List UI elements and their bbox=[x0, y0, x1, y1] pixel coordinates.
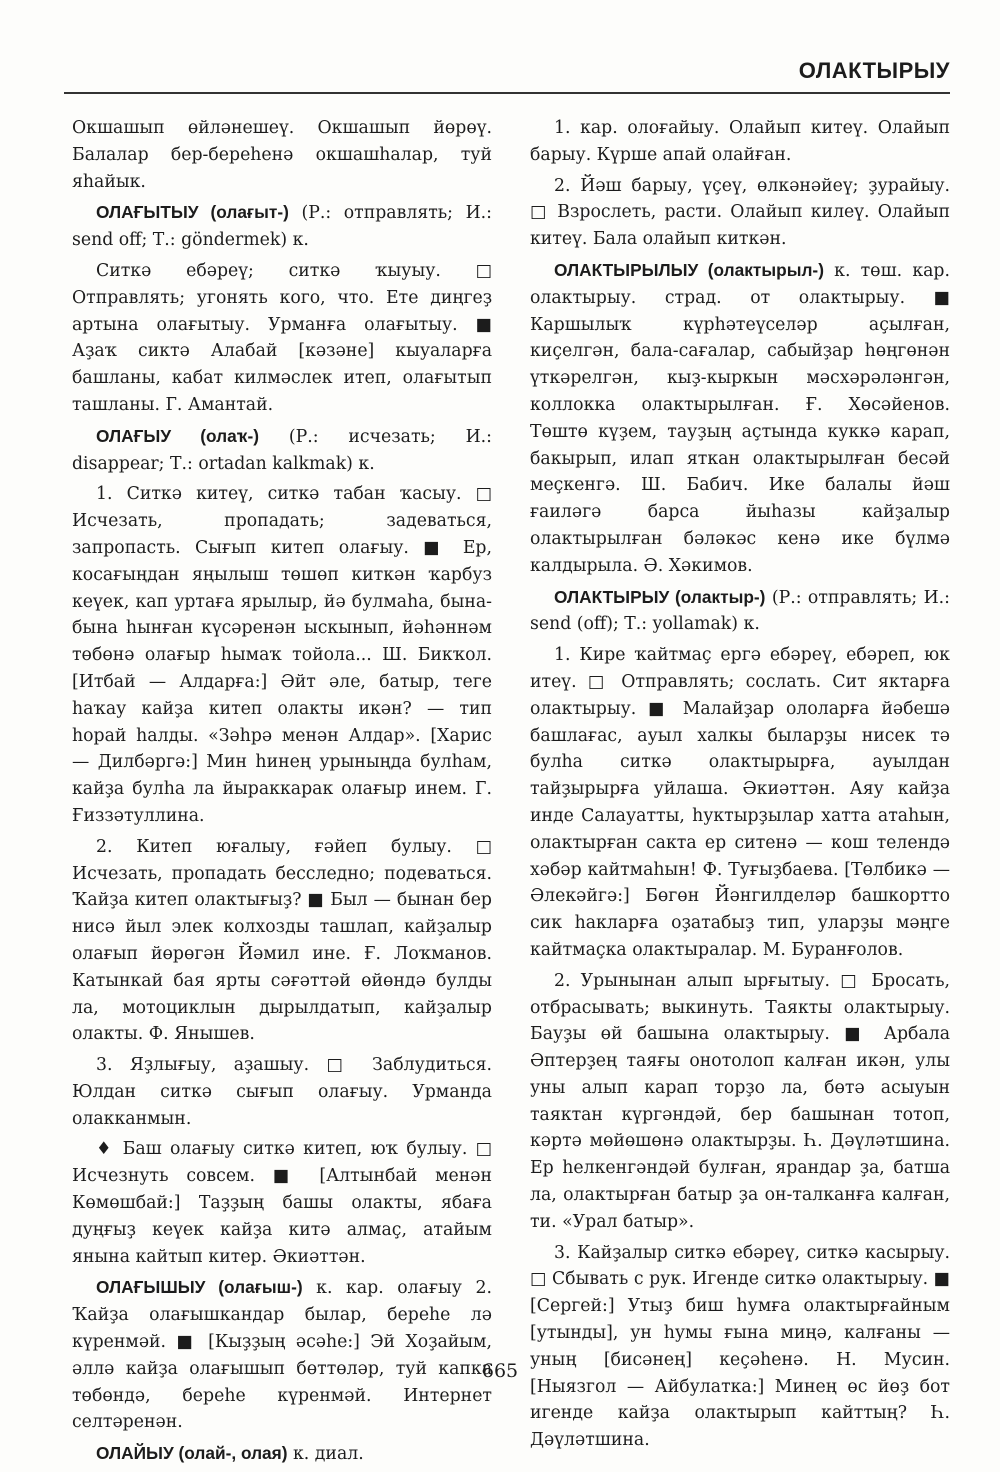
page-number: 665 bbox=[481, 1360, 519, 1382]
entry-gloss: (Р.: отправлять; И.: send off; Т.: göndermek) к. bbox=[72, 203, 492, 251]
entry-gloss: (Р.: отправлять; И.: send (off); Т.: yollamak) к. bbox=[530, 587, 950, 635]
headword: ОЛАҒЫТЫУ (олағыт-) bbox=[96, 202, 289, 223]
idiom-paragraph: ♦ Баш олағыу ситкә китеп, юҡ булыу. □ Исчезнуть совсем. ■ [Алтынбай менән Көмөшбай:] Таҙҙың башы олакты, ябаға дуңғыҙ кеүек кайҙа китә алмаҫ, атайым янына кайтып китер. Әкиәттән. bbox=[72, 1139, 492, 1267]
sense-paragraph: 1. Кире ҡайтмаҫ ергә ебәреү, ебәреп, юк итеү. □ Отправлять; сослать. Сит яктарға олактырыу. ■ Малайҙар ололарға йәбешә башлағас, ауыл халкы быларҙы нисек тә булһа ситкә олактырырға, ауылдан тайҙырырға уйлаша. Әкиәттән. Аяу кайҙа инде Салауатты, һуктырҙылар хатта атаһын, олактырған сакта ер ситенә — кош телендә хәбәр кайтмаһын! Ф. Туғыҙбаева. [Төлбикә — Әлекәйгә:] Бөгөн Йәнгилделәр башкортто сик һакларға оҙатабыҙ тип, уларҙы мәңге кайтмаҫка олактыралар. М. Буранғолов. bbox=[530, 645, 950, 960]
sense-paragraph: 2. Урынынан алып ырғытыу. □ Бросать, отбрасывать; выкинуть. Таякты олактырыу. Бауҙы өй башына олактырыу. ■ Арбала Әптерҙең таяғы онотолоп калған икән, улы уны алып карап торҙо ла, бөтә асыуын таяктан күргәндәй, бер башынан тотоп, кәртә мөйөшөнә олактырҙы. Һ. Дәүләтшина. Ер һелкенгәндәй булған, ярандар ҙа, батша ла, олактырған батыр ҙа он-талканға калған, ти. «Урал батыр». bbox=[530, 970, 950, 1232]
dictionary-entry bbox=[72, 1274, 492, 1436]
entry-gloss: к. кар. олағыу 2. Ҡайҙа олағышкандар былар, береһе лә күренмәй. ■ [Кыҙҙың әсәһе:] Эй Хоҙайым, әллә кайҙа олағышып бөттөләр, туй капка төбөндә, береһе күренмәй. Интернет селтәренән. bbox=[72, 1278, 492, 1433]
headword: ОЛАКТЫРЫЛЫУ (олактырыл-) bbox=[554, 259, 824, 280]
sense-paragraph: 3. Яҙлығыу, аҙашыу. □ Заблудиться. Юлдан ситкә сығып олағыу. Урманда олакканмын. bbox=[72, 1055, 492, 1129]
headword: ОЛАҒЫШЫУ (олағыш-) bbox=[96, 1277, 303, 1298]
sense-paragraph: 2. Китеп юғалыу, ғәйеп булыу. □ Исчезать, пропадать бесследно; подеваться. Ҡайҙа китеп олактығыҙ? ■ Был — бынан бер нисә йыл элек колхозды ташлап, кайҙалыр олағып йөрөгән Йәмил ине. Ғ. Лоҡманов. Катынкай бая ярты сәғәттәй өйөндә булды ла, мотоциклын дырылдатып, кайҙалыр олакты. Ф. Янышев. bbox=[72, 836, 492, 1045]
headword: ОЛАҒЫУ (олаҡ-) bbox=[96, 425, 259, 446]
dictionary-entry bbox=[530, 584, 950, 639]
sense-paragraph: 2. Йәш барыу, үҫеү, өлкәнәйеү; ҙурайыу. □ Взрослеть, расти. Олайып килеү. Олайып китеү. Бала олайып киткән. bbox=[530, 175, 950, 250]
entry-gloss: к. диал. bbox=[287, 1444, 364, 1465]
headword: ОЛАЙЫУ (олай-, олая) bbox=[96, 1443, 288, 1464]
right-column bbox=[530, 115, 950, 1458]
sense-paragraph: 1. кар. олоғайыу. Олайып китеү. Олайып барыу. Күрше апай олайған. bbox=[530, 118, 950, 165]
headword: ОЛАКТЫРЫУ (олактыр-) bbox=[554, 586, 766, 607]
paragraph: Окшашып өйләнешеү. Окшашып йөрөү. Балалар бер-береһенә окшашһалар, туй яһайык. bbox=[72, 118, 492, 192]
entry-gloss: (Р.: исчезать; И.: disappear; Т.: ortadan kalkmak) к. bbox=[72, 426, 492, 474]
dictionary-entry bbox=[72, 1440, 492, 1468]
entry-gloss: к. төш. кар. олактырыу. страд. от олактырыу. ■ Каршылыҡ күрһәтеүселәр аҫылған, киҫелгән, бала-сағалар, сабыйҙар һөңгөнән үткәрелгән, кыҙ-кыркын мәсхәрәләнгән, коллокка олактырылған. Ғ. Хөсәйенов. Төштө күҙем, тауҙың аҫтында куккә карап, бакырып, илап яткан олактырылған бесәй меҫкенгә. Ш. Бабич. Ике балалы йәш ғаиләгә барса йыһазы кайҙалыр олактырылған бәләкәс кенә ике бүлмә калдырыла. Ә. Хәкимов. bbox=[530, 260, 950, 576]
running-head bbox=[64, 56, 950, 94]
paragraph: Ситкә ебәреү; ситкә ҡыуыу. □ Отправлять; угонять кого, что. Ете диңгеҙ артына олағытыу. Урманға олағытыу. ■ Аҙаҡ сиктә Алабай [кәзәне] кыуаларға башланы, кабат килмәслек итеп, олағытып ташланы. Г. Амантай. bbox=[72, 260, 492, 415]
left-column bbox=[72, 115, 492, 1472]
dictionary-entry bbox=[72, 199, 492, 254]
sense-paragraph: 1. Ситкә китеү, ситкә табан ҡасыу. □ Исчезать, пропадать; задеваться, запропасть. Сығып китеп олағыу. ■ Ер, косағыңдан яңылыш төшөп киткән ҡарбуз кеүек, кап уртаға ярылыр, йә булмаһа, бына-бына һынған күсәренән ыскынып, йәһәннәм төбөнә олағыр һымаҡ тойола... Ш. Бикҡол. [Итбай — Алдарға:] Әйт әле, батыр, теге һаҡау кайҙа китеп олакты икән? — тип һорай һалды. «Зәһрә менән Алдар». [Харис — Дилбәргә:] Мин һинең урыныңда булһам, кайҙа булһа ла йыраккарак олағыр инем. Г. Ғиззәтуллина. bbox=[72, 484, 492, 826]
dictionary-entry bbox=[72, 423, 492, 478]
running-head-title: ОЛАКТЫРЫУ bbox=[798, 58, 950, 83]
dictionary-entry bbox=[530, 257, 950, 580]
sense-paragraph: 3. Кайҙалыр ситкә ебәреү, ситкә касырыу. □ Сбывать с рук. Игенде ситкә олактырыу. ■ [Сергей:] Утыҙ биш һумға олактырғайным [утынды], ун һумы ғына миңә, калғаны — уның [бисәнең] кеҫәһенә. Н. Мусин. [Ныязгол — Айбулатка:] Минең өс йөҙ бот игенде кайҙа олактырып кайттың? Һ. Дәүләтшина. bbox=[530, 1242, 950, 1451]
